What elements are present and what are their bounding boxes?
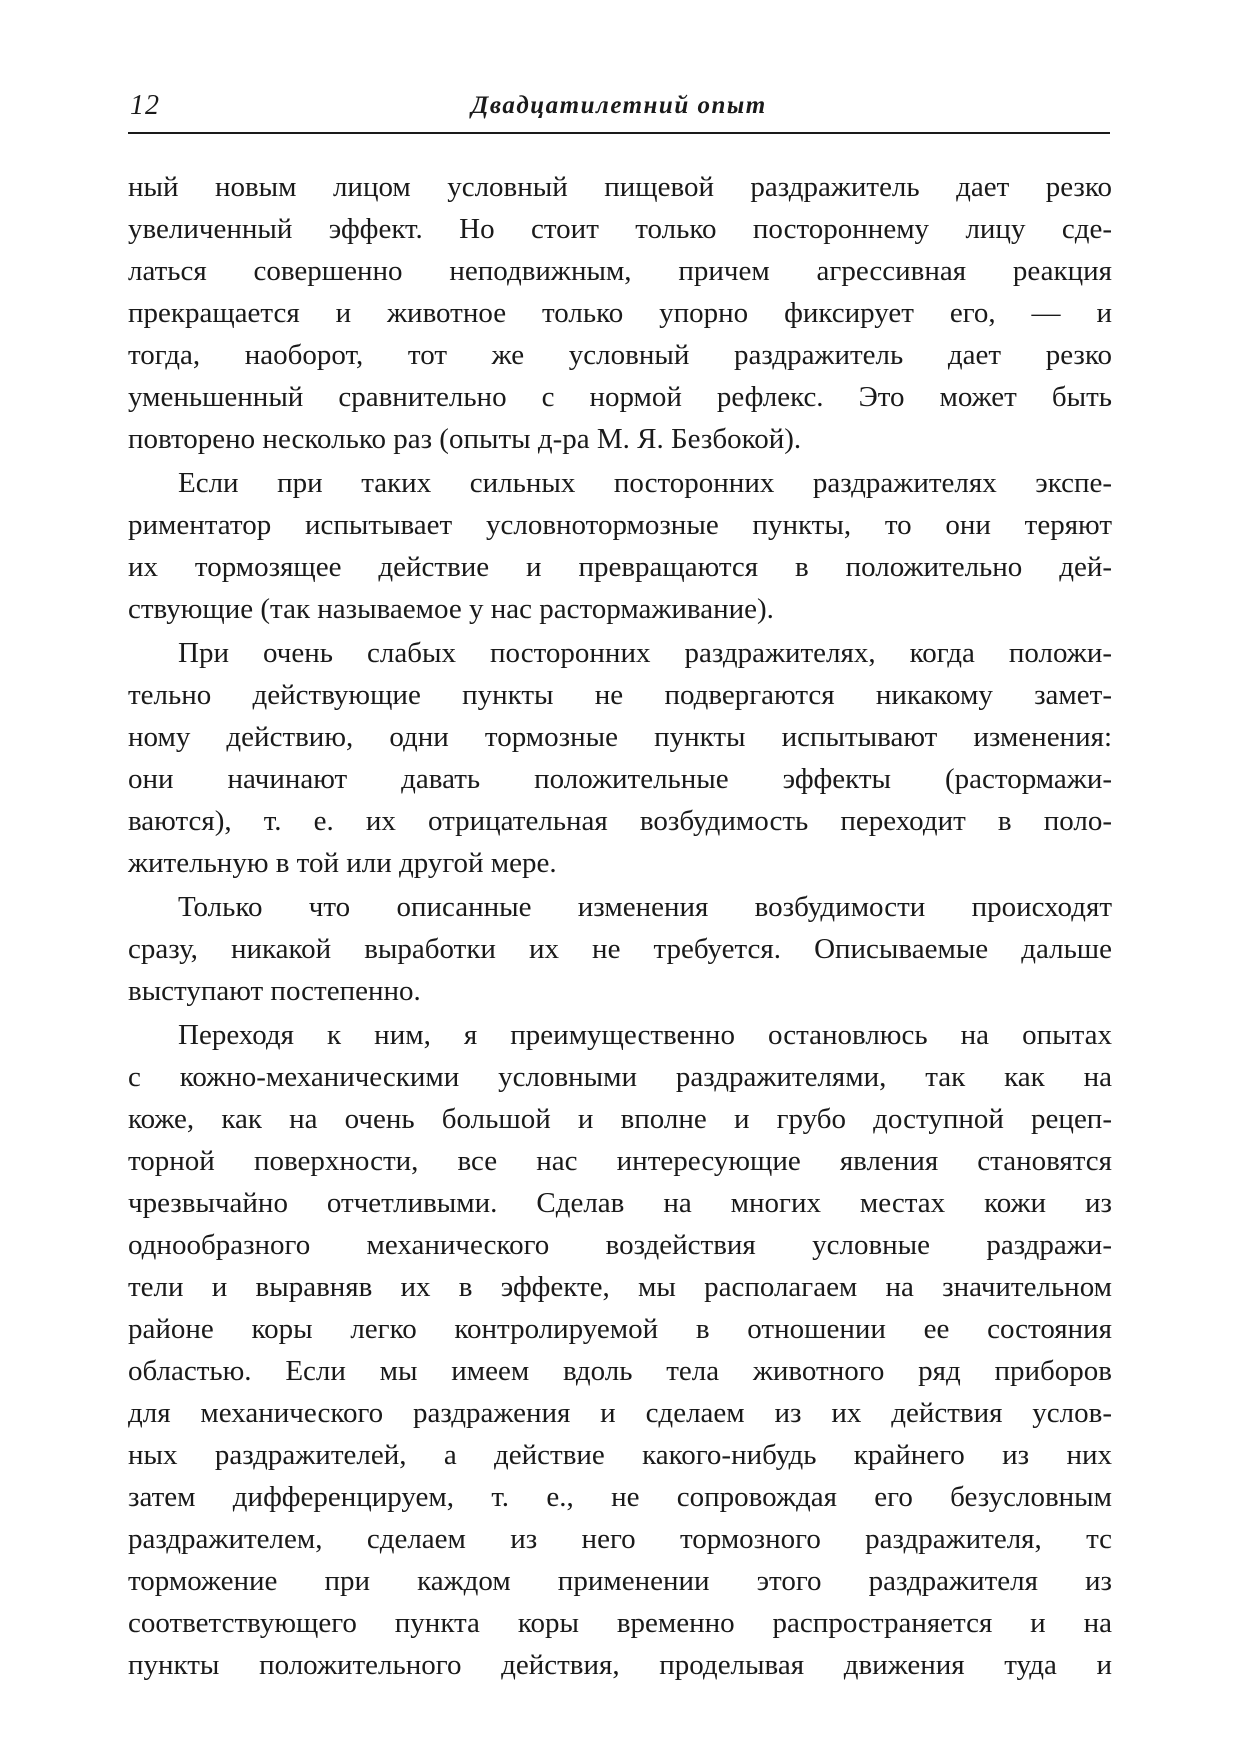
text-line: ствующие (так называемое у нас растормаживание). — [128, 593, 774, 625]
text-line: чрезвычайно отчетливыми. Сделав на многих местах кожи из — [128, 1187, 1112, 1219]
text-line: однообразного механического воздействия условные раздражи- — [128, 1229, 1112, 1261]
text-line: Только что описанные изменения возбудимости происходят — [178, 891, 1112, 923]
paragraph-2 — [128, 462, 1112, 630]
text-line: коже, как на очень большой и вполне и грубо доступной рецеп- — [128, 1103, 1112, 1135]
text-line: пункты положительного действия, проделывая движения туда и — [128, 1649, 1112, 1681]
text-line: увеличенный эффект. Но стоит только постороннему лицу сде- — [128, 213, 1112, 245]
paragraph-3 — [128, 632, 1112, 884]
text-line: их тормозящее действие и превращаются в положительно дей- — [128, 551, 1112, 583]
running-title: Двадцатилетний опыт — [471, 92, 767, 119]
text-line: для механического раздражения и сделаем из их действия услов- — [128, 1397, 1112, 1429]
text-line: соответствующего пункта коры временно распространяется и на — [128, 1607, 1112, 1639]
text-line: ваются), т. е. их отрицательная возбудимость переходит в поло- — [128, 805, 1112, 837]
text-line: областью. Если мы имеем вдоль тела животного ряд приборов — [128, 1355, 1112, 1387]
text-line: риментатор испытывает условнотормозные пункты, то они теряют — [128, 509, 1112, 541]
text-line: уменьшенный сравнительно с нормой рефлекс. Это может быть — [128, 381, 1112, 413]
text-line: с кожно-механическими условными раздражителями, так как на — [128, 1061, 1112, 1093]
body-text — [128, 166, 1112, 1688]
text-line: выступают постепенно. — [128, 975, 421, 1007]
text-line: При очень слабых посторонних раздражителях, когда положи- — [178, 637, 1112, 669]
text-line: затем дифференцируем, т. е., не сопровождая его безусловным — [128, 1481, 1112, 1513]
text-line: ных раздражителей, а действие какого-нибудь крайнего из них — [128, 1439, 1112, 1471]
text-line: тели и выравняв их в эффекте, мы располагаем на значительном — [128, 1271, 1112, 1303]
text-line: торможение при каждом применении этого раздражителя из — [128, 1565, 1112, 1597]
text-line: прекращается и животное только упорно фиксирует его, — и — [128, 297, 1112, 329]
text-line: торной поверхности, все нас интересующие явления становятся — [128, 1145, 1112, 1177]
text-line: Переходя к ним, я преимущественно остановлюсь на опытах — [178, 1019, 1112, 1051]
text-line: ному действию, одни тормозные пункты испытывают изменения: — [128, 721, 1112, 753]
text-line: ный новым лицом условный пищевой раздражитель дает резко — [128, 171, 1112, 203]
text-line: жительную в той или другой мере. — [128, 847, 557, 879]
text-line: районе коры легко контролируемой в отношении ее состояния — [128, 1313, 1112, 1345]
text-line: сразу, никакой выработки их не требуется. Описываемые дальше — [128, 933, 1112, 965]
paragraph-5 — [128, 1014, 1112, 1686]
paragraph-4 — [128, 886, 1112, 1012]
paragraph-1 — [128, 166, 1112, 460]
text-line: раздражителем, сделаем из него тормозного раздражителя, тс — [128, 1523, 1112, 1555]
text-line: повторено несколько раз (опыты д-ра М. Я. Безбокой). — [128, 423, 802, 455]
running-header — [128, 86, 1110, 134]
page-number: 12 — [130, 90, 160, 121]
text-line: Если при таких сильных посторонних раздражителях экспе- — [178, 467, 1112, 499]
text-line: латься совершенно неподвижным, причем агрессивная реакция — [128, 255, 1112, 287]
text-line: тогда, наоборот, тот же условный раздражитель дает резко — [128, 339, 1112, 371]
text-line: тельно действующие пункты не подвергаются никакому замет- — [128, 679, 1112, 711]
text-line: они начинают давать положительные эффекты (растормажи- — [128, 763, 1112, 795]
